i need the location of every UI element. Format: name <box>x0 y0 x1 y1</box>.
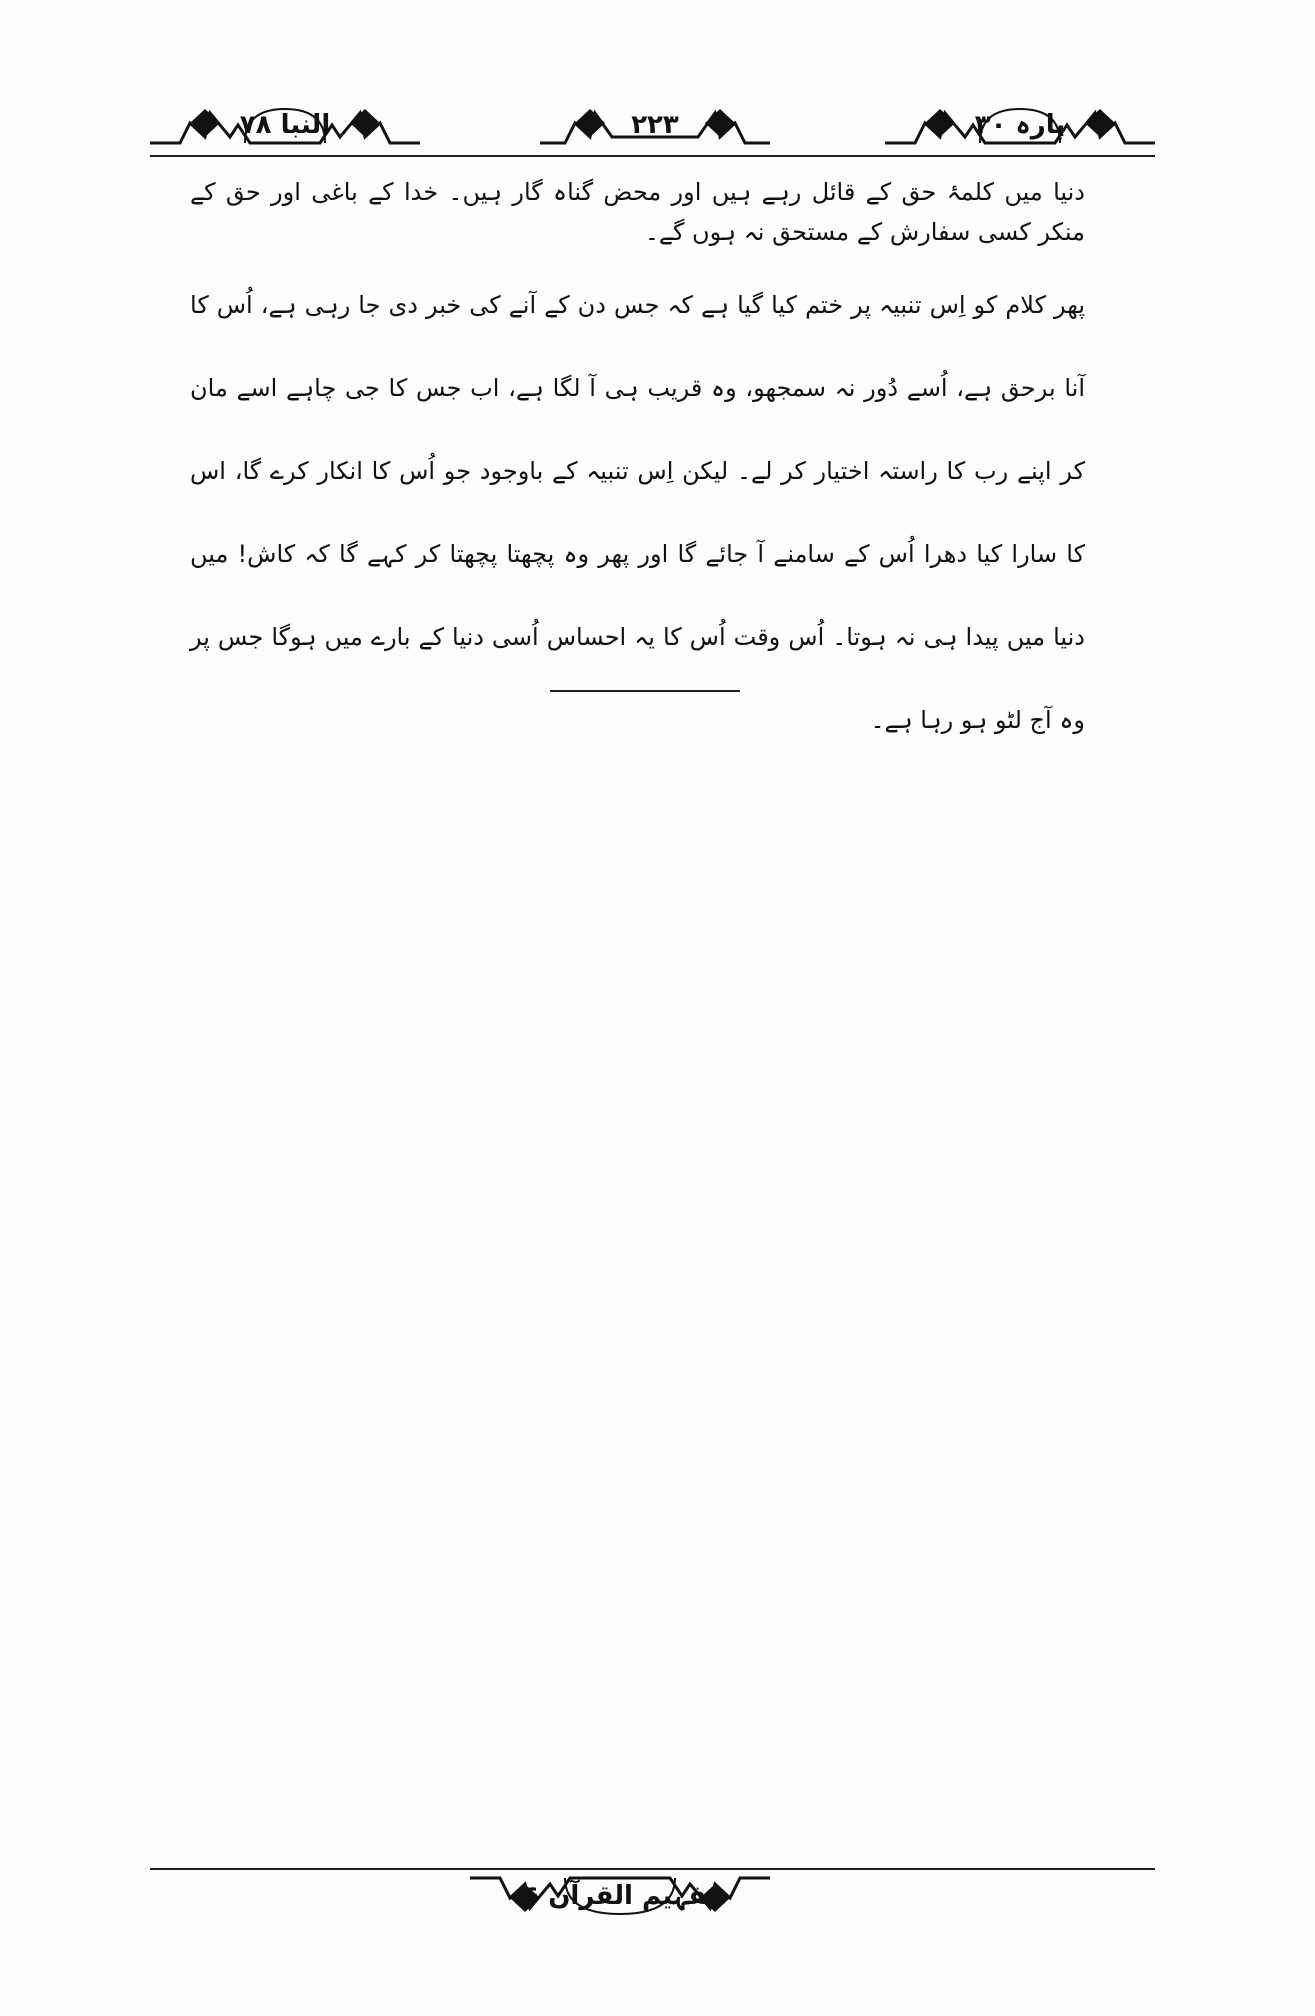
footer-divider <box>150 1868 1155 1870</box>
page-number: ۲۲۳ <box>631 110 679 140</box>
page-header <box>150 95 1155 155</box>
section-end-divider <box>550 690 740 692</box>
paragraph-2: پھر کلام کو اِس تنبیہ پر ختم کیا گیا ہے کہ جس دن کے آنے کی خبر دی جا رہی ہے، اُس کا آنا برحق ہے، اُسے دُور نہ سمجھو، وہ قریب ہی آ لگا ہے، اب جس کا جی چاہے اسے مان کر اپنے رب کا راستہ اختیار کر لے۔ لیکن اِس تنبیہ کے باوجود جو اُس کا انکار کرے گا، اس کا سارا کیا دھرا اُس کے سامنے آ جائے گا اور پھر وہ پچھتا پچھتا کر کہے گا کہ کاش! میں دنیا میں پیدا ہی نہ ہوتا۔ اُس وقت اُس کا یہ احساس اُسی دنیا کے بارے میں ہوگا جس پر وہ آج لٹو ہو رہا ہے۔ <box>190 291 1085 734</box>
book-label: تفہیم القرآن ۶ <box>523 1881 717 1911</box>
paragraph-1: دنیا میں کلمۂ حق کے قائل رہے ہیں اور محض گناہ گار ہیں۔ خدا کے باغی اور حق کے منکر کسی سفارش کے مستحق نہ ہوں گے۔ <box>190 178 1085 246</box>
page-number-cartouche <box>540 103 770 147</box>
para-cartouche <box>885 103 1155 147</box>
page-footer <box>470 1872 770 1922</box>
para-label: پارہ ۳۰ <box>974 110 1066 140</box>
surah-label: النبا ۷۸ <box>239 110 331 140</box>
body-text <box>190 172 1085 784</box>
book-cartouche <box>470 1874 770 1918</box>
header-divider <box>150 155 1155 157</box>
surah-cartouche <box>150 103 420 147</box>
